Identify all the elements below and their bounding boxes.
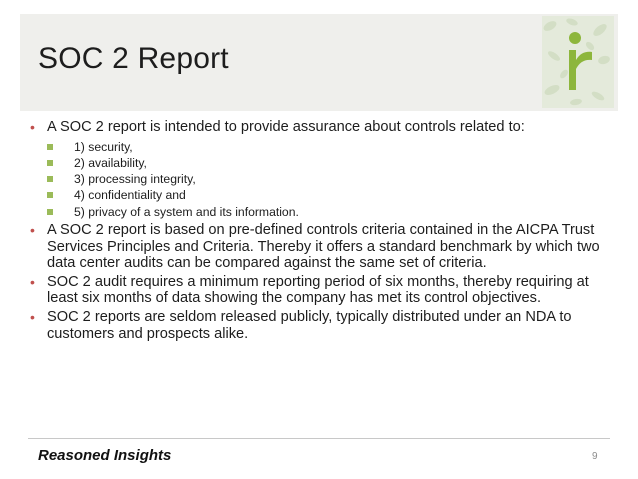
bullet-item: [28, 222, 603, 272]
bullet-item: [28, 274, 603, 307]
bullet-item: [28, 309, 603, 342]
sub-bullet-item: [47, 187, 603, 203]
bullet-item: [28, 119, 603, 136]
sub-bullet-item: [47, 139, 603, 155]
sub-bullet-item: [47, 171, 603, 187]
bullet-icon: •: [30, 273, 35, 290]
square-bullet-icon: [47, 160, 53, 166]
bullet-list: [28, 115, 603, 342]
logo-graphic: [542, 16, 614, 108]
sub-bullet-list: [28, 139, 603, 220]
bullet-text: A SOC 2 report is based on pre-defined controls criteria contained in the AICPA Trust Services Principles and Criteria. Thereby it offers a standard benchmark by which two data center audits can be compared against the same set of criteria.: [47, 222, 600, 272]
bullet-icon: •: [30, 119, 35, 135]
square-bullet-icon: [47, 144, 53, 150]
page-number: 9: [592, 451, 598, 462]
bullet-text: SOC 2 reports are seldom released publicly, typically distributed under an NDA to customers and prospects alike.: [47, 309, 572, 342]
square-bullet-icon: [47, 192, 53, 198]
sub-bullet-item: [47, 155, 603, 171]
bullet-icon: •: [30, 309, 35, 326]
square-bullet-icon: [47, 176, 53, 182]
footer-brand: Reasoned Insights: [38, 447, 172, 464]
bullet-text: SOC 2 audit requires a minimum reporting period of six months, thereby requiring at least six months of data showing the company has met its control objectives.: [47, 273, 589, 307]
bullet-icon: •: [30, 222, 35, 239]
bullet-text: A SOC 2 report is intended to provide assurance about controls related to:: [47, 119, 525, 135]
sub-bullet-text: 4) confidentiality and: [74, 188, 186, 203]
slide-title: SOC 2 Report: [38, 42, 229, 75]
ri-leaf-logo-icon: [542, 16, 614, 108]
sub-bullet-text: 2) availability,: [74, 155, 147, 170]
sub-bullet-text: 3) processing integrity,: [74, 172, 196, 187]
footer-divider: [28, 438, 610, 439]
sub-bullet-text: 5) privacy of a system and its information.: [74, 204, 299, 219]
sub-bullet-item: [47, 204, 603, 220]
square-bullet-icon: [47, 209, 53, 215]
sub-bullet-text: 1) security,: [74, 139, 133, 154]
